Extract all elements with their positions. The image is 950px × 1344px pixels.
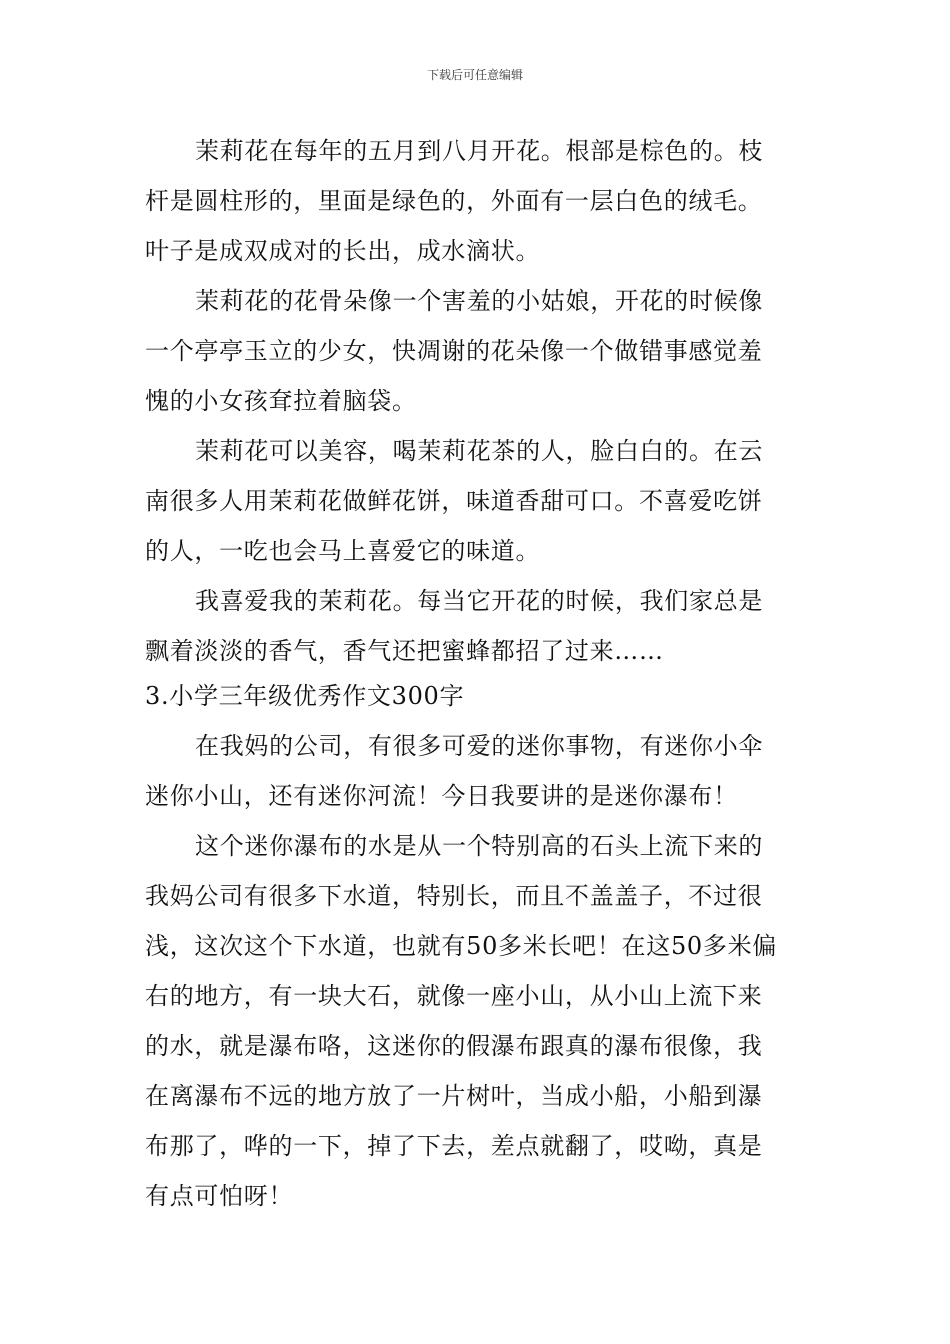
text-line: 茉莉花的花骨朵像一个害羞的小姑娘，开花的时候像 bbox=[195, 287, 764, 315]
section-heading: 3.小学三年级优秀作文300字 bbox=[145, 682, 465, 710]
text-line: 一个亭亭玉立的少女，快凋谢的花朵像一个做错事感觉羞 bbox=[145, 337, 763, 365]
text-line: 我妈公司有很多下水道，特别长，而且不盖盖子，不过很 bbox=[145, 882, 763, 910]
text-line: 飘着淡淡的香气，香气还把蜜蜂都招了过来…… bbox=[145, 637, 664, 665]
text-line: 有点可怕呀！ bbox=[145, 1182, 294, 1210]
text-line: 愧的小女孩耷拉着脑袋。 bbox=[145, 387, 417, 415]
text-line: 右的地方，有一块大石，就像一座小山，从小山上流下来 bbox=[145, 982, 763, 1010]
text-line: 的人，一吃也会马上喜爱它的味道。 bbox=[145, 537, 541, 565]
text-line: 这个迷你瀑布的水是从一个特别高的石头上流下来的 bbox=[195, 832, 764, 860]
text-line: 浅，这次这个下水道，也就有50多米长吧！在这50多米偏 bbox=[145, 932, 777, 960]
text-line: 迷你小山，还有迷你河流！今日我要讲的是迷你瀑布！ bbox=[145, 782, 738, 810]
text-line: 茉莉花可以美容，喝茉莉花茶的人，脸白白的。在云 bbox=[195, 437, 764, 465]
text-line: 茉莉花在每年的五月到八月开花。根部是棕色的。枝 bbox=[195, 137, 764, 165]
text-line: 叶子是成双成对的长出，成水滴状。 bbox=[145, 237, 541, 265]
text-line: 南很多人用茉莉花做鲜花饼，味道香甜可口。不喜爱吃饼 bbox=[145, 487, 763, 515]
page-header: 下载后可任意编辑 bbox=[426, 68, 523, 82]
text-line: 在我妈的公司，有很多可爱的迷你事物，有迷你小伞 bbox=[195, 732, 764, 760]
text-line: 的水，就是瀑布咯，这迷你的假瀑布跟真的瀑布很像，我 bbox=[145, 1032, 763, 1060]
text-line: 我喜爱我的茉莉花。每当它开花的时候，我们家总是 bbox=[195, 587, 764, 615]
text-line: 杆是圆柱形的，里面是绿色的，外面有一层白色的绒毛。 bbox=[145, 187, 763, 215]
text-line: 在离瀑布不远的地方放了一片树叶，当成小船，小船到瀑 bbox=[145, 1082, 763, 1110]
text-line: 布那了，哗的一下，掉了下去，差点就翻了，哎呦，真是 bbox=[145, 1132, 763, 1160]
